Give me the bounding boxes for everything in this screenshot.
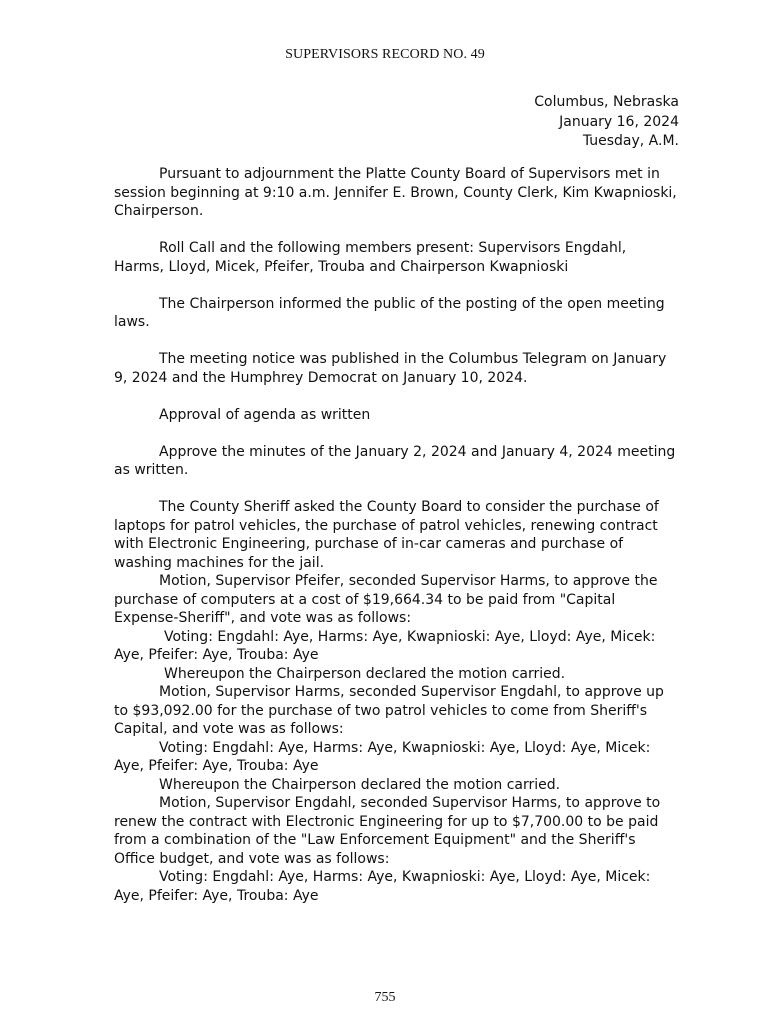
dateline bbox=[534, 93, 679, 152]
paragraph-opening: Pursuant to adjournment the Platte County Board of Supervisors met in session beginning at 9:10 a.m. Jennifer E. Brown, County Clerk, Kim Kwapnioski, Chairperson. bbox=[114, 166, 677, 219]
paragraph-motion-vehicles: Motion, Supervisor Harms, seconded Supervisor Engdahl, to approve up to $93,092.00 for the purchase of two patrol vehicles to come from Sheriff's Capital, and vote was as follows: bbox=[114, 684, 664, 737]
paragraph-carried-1: Whereupon the Chairperson declared the motion carried. bbox=[164, 665, 566, 682]
paragraph-vote-2: Voting: Engdahl: Aye, Harms: Aye, Kwapnioski: Aye, Lloyd: Aye, Micek: Aye, Pfeifer: Aye, Trouba: Aye bbox=[114, 739, 651, 774]
dateline-date: January 16, 2024 bbox=[559, 113, 679, 130]
record-header: SUPERVISORS RECORD NO. 49 bbox=[285, 47, 485, 62]
dateline-day: Tuesday, A.M. bbox=[582, 133, 679, 149]
paragraph-motion-contract: Motion, Supervisor Engdahl, seconded Supervisor Harms, to approve to renew the contract with Electronic Engineering for up to $7,700.00 to be paid from a combination of the "Law Enforcement Equipment" and the Sheriff's Office budget, and vote was as follows: bbox=[114, 795, 661, 867]
paragraph-roll-call: Roll Call and the following members present: Supervisors Engdahl, Harms, Lloyd, Micek, Pfeifer, Trouba and Chairperson Kwapnioski bbox=[114, 240, 627, 275]
paragraph-meeting-notice: The meeting notice was published in the Columbus Telegram on January 9, 2024 and the Humphrey Democrat on January 10, 2024. bbox=[114, 351, 667, 386]
paragraph-vote-3: Voting: Engdahl: Aye, Harms: Aye, Kwapnioski: Aye, Lloyd: Aye, Micek: Aye, Pfeifer: Aye, Trouba: Aye bbox=[114, 869, 651, 904]
paragraph-carried-2: Whereupon the Chairperson declared the motion carried. bbox=[159, 776, 561, 793]
minutes-body bbox=[114, 165, 680, 905]
paragraph-vote-1: Voting: Engdahl: Aye, Harms: Aye, Kwapnioski: Aye, Lloyd: Aye, Micek: Aye, Pfeifer: Aye, Trouba: Aye bbox=[114, 628, 656, 663]
dateline-place: Columbus, Nebraska bbox=[534, 94, 679, 110]
paragraph-motion-computers: Motion, Supervisor Pfeifer, seconded Supervisor Harms, to approve the purchase of computers at a cost of $19,664.34 to be paid from "Capital Expense-Sheriff", and vote was as follows: bbox=[114, 573, 658, 626]
paragraph-agenda-approval: Approval of agenda as written bbox=[159, 406, 371, 423]
page-number: 755 bbox=[374, 990, 396, 1005]
paragraph-sheriff-request: The County Sheriff asked the County Board to consider the purchase of laptops for patrol vehicles, the purchase of patrol vehicles, renewing contract with Electronic Engineering, purchase of in-car cameras and purchase of washing machines for the jail. bbox=[114, 499, 659, 571]
paragraph-minutes-approval: Approve the minutes of the January 2, 2024 and January 4, 2024 meeting as written. bbox=[114, 443, 676, 478]
paragraph-open-meeting-laws: The Chairperson informed the public of the posting of the open meeting laws. bbox=[114, 295, 665, 330]
